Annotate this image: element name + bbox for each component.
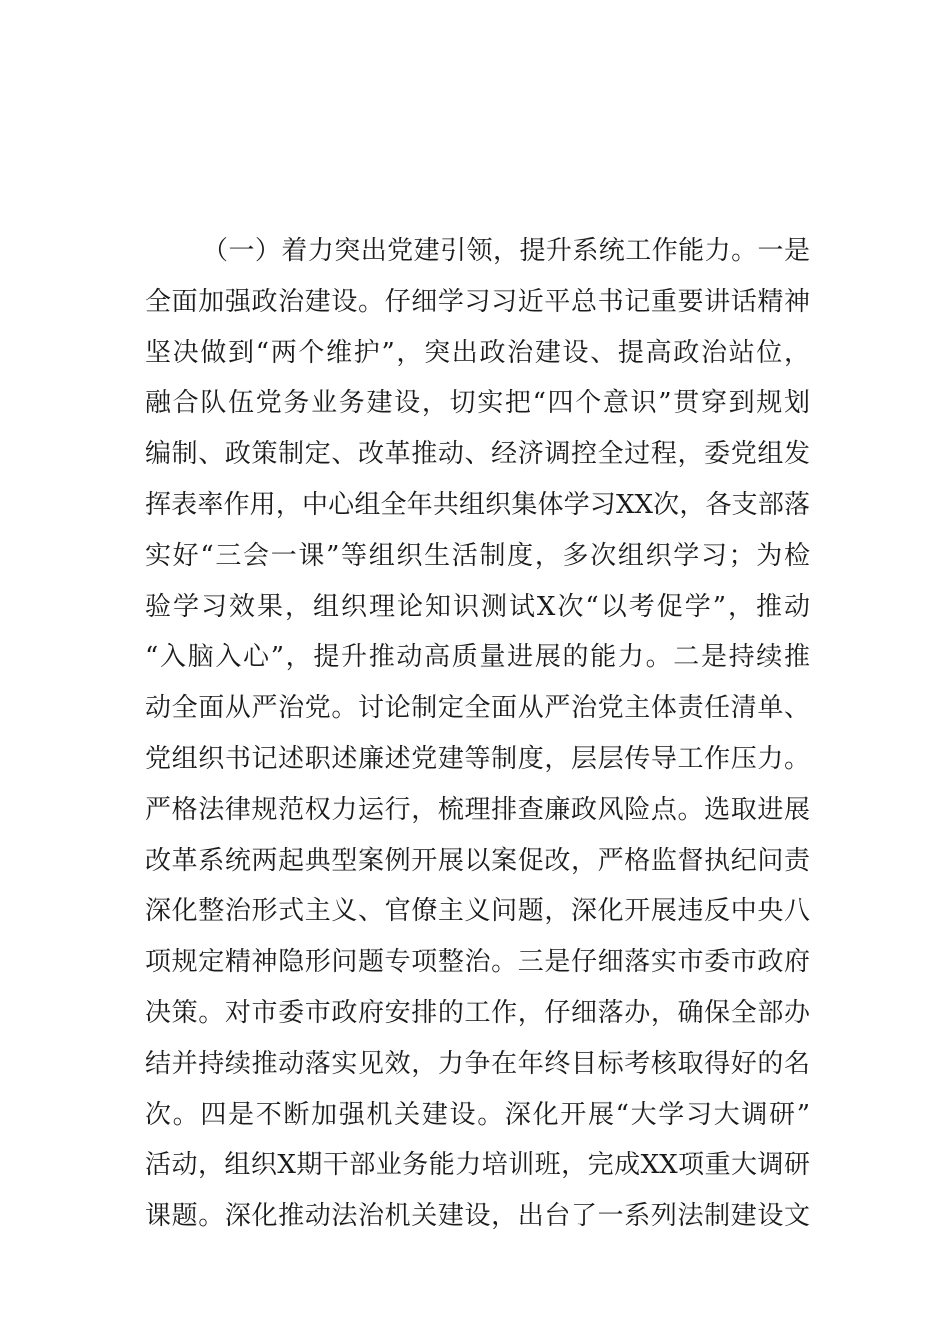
text-line: 融合队伍党务业务建设，切实把“四个意识”贯穿到规划 bbox=[145, 388, 810, 419]
text-line: 编制、政策制定、改革推动、经济调控全过程，委党组发 bbox=[145, 439, 810, 470]
text-line: 验学习效果，组织理论知识测试X次“以考促学”，推动 bbox=[145, 591, 810, 622]
text-line: （一）着力突出党建引领，提升系统工作能力。一是 bbox=[202, 236, 810, 266]
text-line: 挥表率作用，中心组全年共组织集体学习XX次，各支部落 bbox=[145, 489, 810, 520]
text-line: 改革系统两起典型案例开展以案促改，严格监督执纪问责 bbox=[145, 845, 810, 876]
text-line: 决策。对市委市政府安排的工作，仔细落办，确保全部办 bbox=[145, 997, 810, 1028]
text-line: 深化整治形式主义、官僚主义问题，深化开展违反中央八 bbox=[145, 896, 810, 927]
text-line: 全面加强政治建设。仔细学习习近平总书记重要讲话精神 bbox=[145, 286, 810, 317]
text-line: 活动，组织X期干部业务能力培训班，完成XX项重大调研 bbox=[145, 1150, 810, 1181]
text-line: 党组织书记述职述廉述党建等制度，层层传导工作压力。 bbox=[145, 743, 810, 774]
text-line: “入脑入心”，提升推动高质量进展的能力。二是持续推 bbox=[145, 642, 810, 673]
text-line: 结并持续推动落实见效，力争在年终目标考核取得好的名 bbox=[145, 1048, 810, 1079]
text-line: 项规定精神隐形问题专项整治。三是仔细落实市委市政府 bbox=[145, 947, 810, 978]
text-line: 严格法律规范权力运行，梳理排查廉政风险点。选取进展 bbox=[145, 794, 810, 825]
text-line: 实好“三会一课”等组织生活制度，多次组织学习；为检 bbox=[145, 540, 810, 571]
body-paragraph bbox=[145, 226, 810, 1242]
text-line: 课题。深化推动法治机关建设，出台了一系列法制建设文 bbox=[145, 1201, 810, 1232]
text-line: 坚决做到“两个维护”，突出政治建设、提高政治站位， bbox=[145, 337, 810, 368]
text-line: 次。四是不断加强机关建设。深化开展“大学习大调研” bbox=[145, 1099, 810, 1130]
text-line: 动全面从严治党。讨论制定全面从严治党主体责任清单、 bbox=[145, 693, 810, 724]
